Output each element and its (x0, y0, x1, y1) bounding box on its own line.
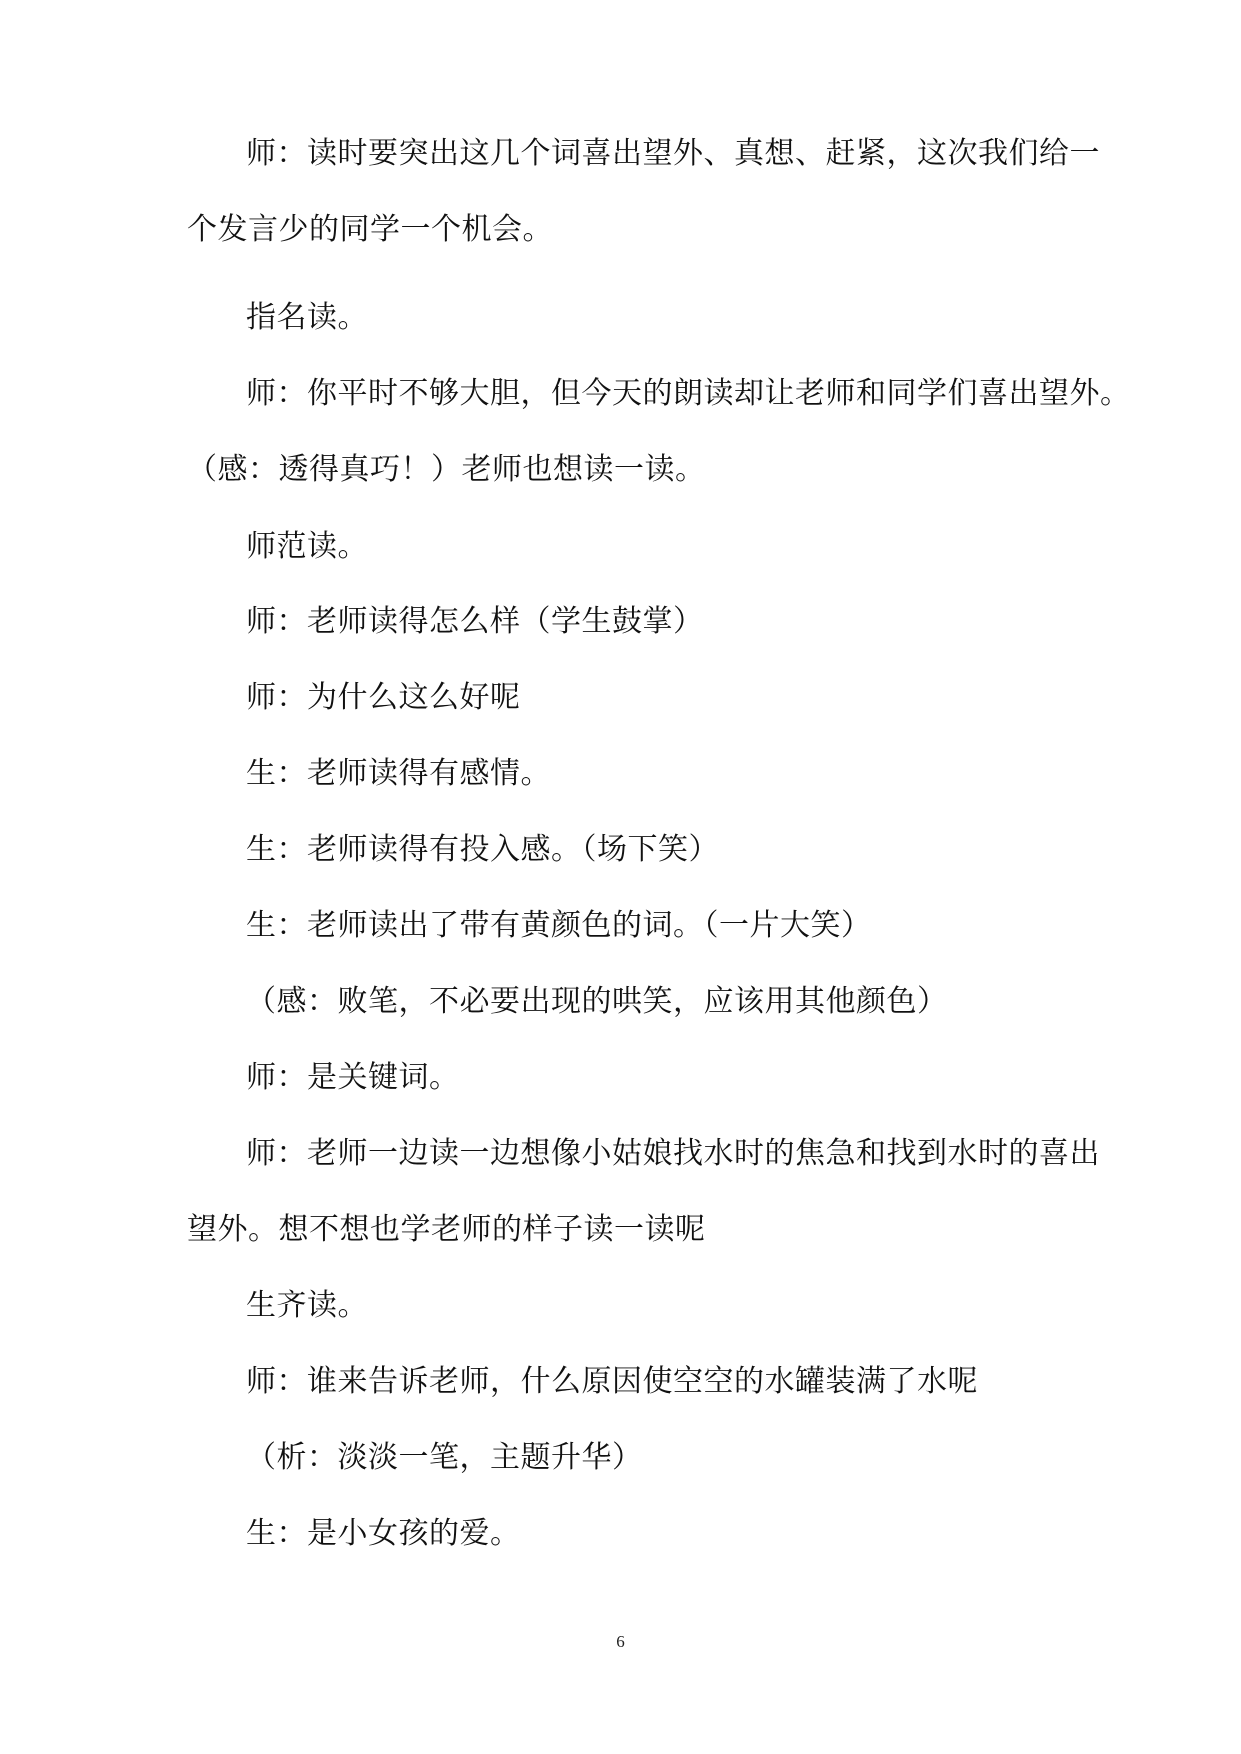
text-line: （析：淡淡一笔，主题升华） (246, 1440, 643, 1475)
text-line: 师：老师一边读一边想像小姑娘找水时的焦急和找到水时的喜出 (246, 1136, 1100, 1171)
text-line: 生：老师读得有感情。 (246, 756, 551, 791)
text-line: 师范读。 (246, 529, 368, 564)
text-line: 师：谁来告诉老师，什么原因使空空的水罐装满了水呢 (246, 1364, 978, 1399)
text-line: 师：读时要突出这几个词喜出望外、真想、赶紧，这次我们给一 (246, 136, 1100, 171)
text-line: 师：是关键词。 (246, 1060, 460, 1095)
text-line: 师：你平时不够大胆，但今天的朗读却让老师和同学们喜出望外。 (246, 376, 1131, 411)
page-number: 6 (616, 1632, 625, 1651)
text-line: 生：老师读出了带有黄颜色的词。（一片大笑） (246, 908, 872, 943)
text-line: 指名读。 (246, 300, 368, 335)
text-line: 师：老师读得怎么样（学生鼓掌） (246, 604, 704, 639)
text-line: 个发言少的同学一个机会。 (187, 212, 553, 247)
text-line: 望外。想不想也学老师的样子读一读呢 (187, 1212, 706, 1247)
text-line: （感：败笔，不必要出现的哄笑，应该用其他颜色） (246, 984, 948, 1019)
text-line: （感：透得真巧！）老师也想读一读。 (187, 452, 706, 487)
text-line: 生：是小女孩的爱。 (246, 1516, 521, 1551)
text-line: 生齐读。 (246, 1288, 368, 1323)
text-line: 师：为什么这么好呢 (246, 680, 521, 715)
text-line: 生：老师读得有投入感。（场下笑） (246, 832, 719, 867)
